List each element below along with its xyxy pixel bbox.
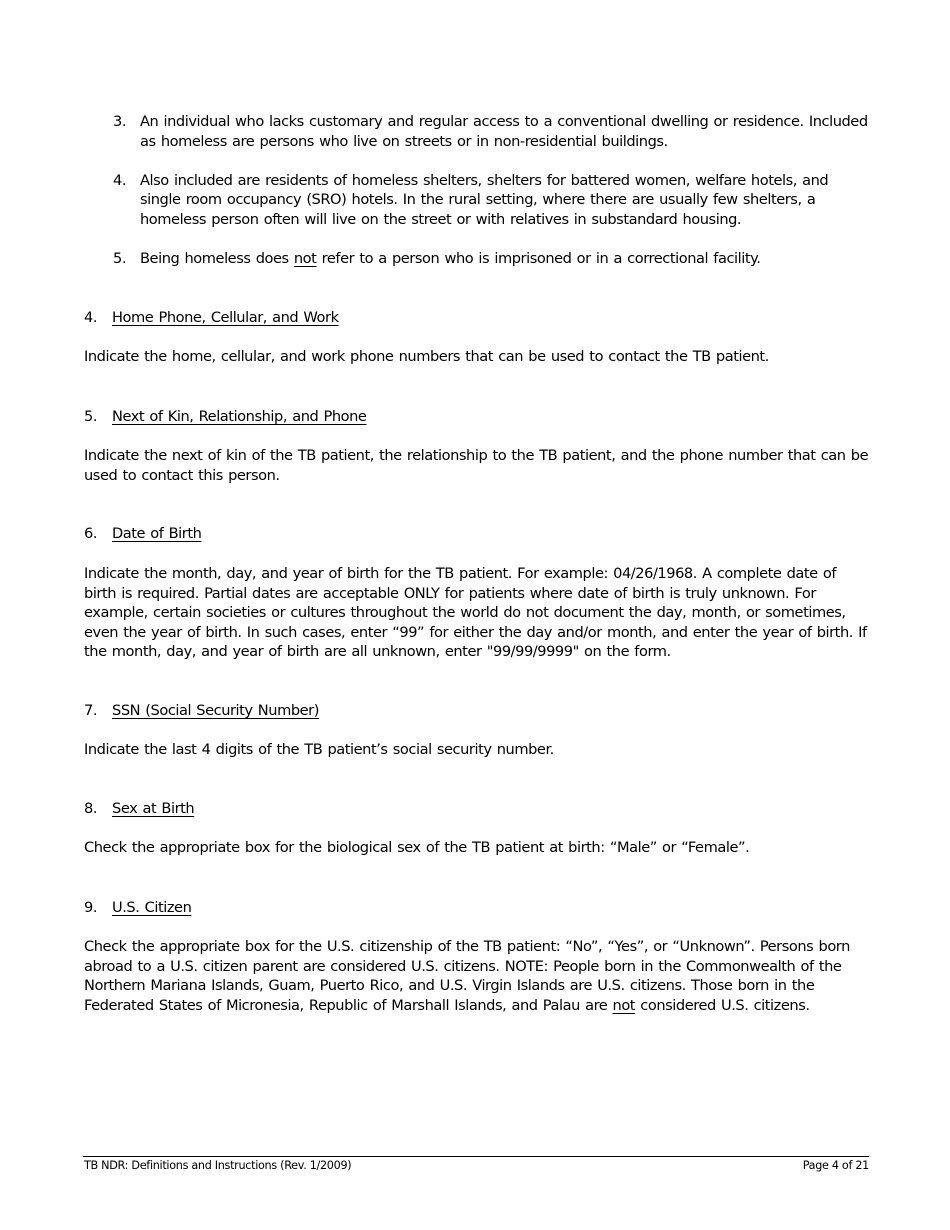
list-item-emphasis: not — [293, 250, 317, 268]
section-heading-sex-at-birth — [84, 799, 194, 819]
list-item-text: An individual who lacks customary and regular access to a conventional dwelling or residence. Included as homeless are persons who live on streets or in non-residential buildings. — [140, 113, 868, 150]
section-number: 4. — [84, 309, 98, 326]
footer-divider — [83, 1156, 869, 1157]
list-item-number: 4. — [113, 171, 127, 189]
list-item-number: 5. — [113, 250, 127, 268]
footer-page-number: Page 4 of 21 — [802, 1159, 869, 1172]
section-body-text-after: considered U.S. citizens. — [635, 996, 810, 1014]
section-number: 5. — [84, 408, 98, 425]
section-heading-home-phone — [84, 308, 339, 328]
section-body-sex-at-birth: Check the appropriate box for the biological sex of the TB patient at birth: “Male” or “Female”. — [84, 839, 750, 856]
section-body-emphasis: not — [612, 996, 636, 1014]
list-item-number: 3. — [113, 113, 127, 130]
section-body-home-phone: Indicate the home, cellular, and work phone numbers that can be used to contact the TB patient. — [84, 348, 769, 365]
section-heading-date-of-birth — [84, 524, 201, 544]
section-body-ssn: Indicate the last 4 digits of the TB patient’s social security number. — [84, 741, 554, 758]
section-number: 7. — [84, 702, 98, 719]
section-body-date-of-birth: Indicate the month, day, and year of birth for the TB patient. For example: 04/26/1968. A complete date of birth is required. Partial dates are acceptable ONLY for patients where date of birth is truly unknown. For example, certain societies or cultures throughout the world do not document the day, month, or sometimes, even the year of birth. In such cases, enter “99” for either the day and/or month, and enter the year of birth. If the month, day, and year of birth are all unknown, enter "99/99/9999" on the form. — [84, 565, 867, 661]
section-body-us-citizen — [84, 937, 870, 1015]
homeless-definition-list — [113, 112, 873, 288]
section-heading-us-citizen — [84, 898, 191, 918]
section-body-next-of-kin: Indicate the next of kin of the TB patient, the relationship to the TB patient, and the phone number that can be used to contact this person. — [84, 447, 869, 484]
list-item — [113, 249, 873, 269]
section-title: Sex at Birth — [112, 800, 195, 817]
section-number: 8. — [84, 800, 98, 817]
section-title: SSN (Social Security Number) — [112, 702, 319, 719]
list-item-text-after: refer to a person who is imprisoned or in a correctional facility. — [316, 250, 761, 268]
section-number: 6. — [84, 525, 98, 542]
section-body-text-before: Check the appropriate box for the U.S. citizenship of the TB patient: “No”, “Yes”, or “Unknown”. Persons born abroad to a U.S. citizen parent are considered U.S. citizens. NOTE: People born in the Commonwealth of the Northern Mariana Islands, Guam, Puerto Rico, and U.S. Virgin Islands are U.S. citizens. Those born in the Federated States of Micronesia, Republic of Marshall Islands, and Palau are — [84, 938, 850, 1014]
list-item-text: Also included are residents of homeless shelters, shelters for battered women, welfare hotels, and single room occupancy (SRO) hotels. In the rural setting, where there are usually few shelters, a homeless person often will live on the street or with relatives in substandard housing. — [140, 171, 829, 228]
section-title: Next of Kin, Relationship, and Phone — [112, 408, 367, 425]
list-item — [113, 171, 873, 230]
list-item — [113, 112, 873, 151]
section-number: 9. — [84, 899, 98, 916]
section-title: Date of Birth — [112, 525, 202, 542]
section-heading-ssn — [84, 701, 319, 721]
footer-document-title: TB NDR: Definitions and Instructions (Rev. 1/2009) — [84, 1159, 352, 1172]
page-footer — [84, 1159, 869, 1173]
section-title: Home Phone, Cellular, and Work — [112, 309, 339, 326]
list-item-text-before: Being homeless does — [140, 250, 294, 268]
section-heading-next-of-kin — [84, 407, 366, 427]
section-title: U.S. Citizen — [112, 899, 192, 916]
